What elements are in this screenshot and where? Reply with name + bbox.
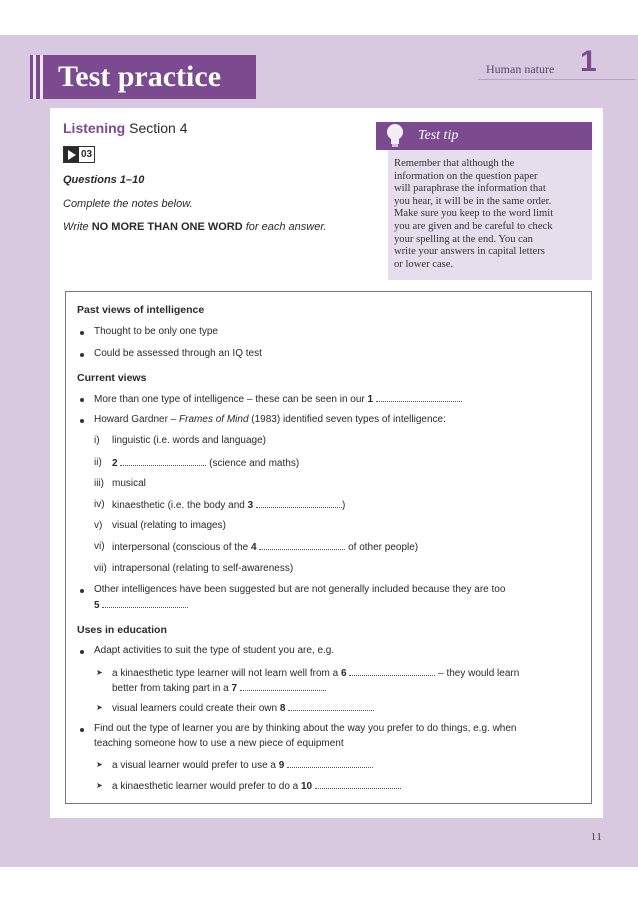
answer-blank-4[interactable] <box>259 541 345 550</box>
answer-blank-7[interactable] <box>240 682 326 691</box>
answer-blank-10[interactable] <box>315 780 401 789</box>
note-line: Adapt activities to suit the type of student you are, e.g. <box>94 645 335 656</box>
tip-line: Remember that although the <box>394 158 515 169</box>
audio-track-number: 03 <box>81 149 93 160</box>
page-title: Test practice <box>58 60 222 93</box>
uses-heading: Uses in education <box>77 624 167 636</box>
type-num: vi) <box>94 541 105 552</box>
page-background <box>0 35 638 867</box>
type-line: 2 (science and maths) <box>112 458 300 469</box>
lightbulb-icon <box>386 124 404 148</box>
audio-track-button[interactable] <box>63 146 95 163</box>
test-tip-header <box>376 122 592 150</box>
answer-blank-2[interactable] <box>120 457 206 466</box>
header-banner <box>30 55 256 99</box>
note-line: More than one type of intelligence – these can be seen in our 1 <box>94 393 462 406</box>
note-line: 5 <box>94 599 188 612</box>
note-line: teaching someone how to use a new piece of equipment <box>94 738 344 749</box>
answer-blank-9[interactable] <box>287 759 373 768</box>
current-views-heading: Current views <box>77 372 147 384</box>
arrow-icon: ➤ <box>96 703 103 712</box>
instruction: Write NO MORE THAN ONE WORD for each answer. <box>63 221 327 233</box>
tip-line: or lower case. <box>394 258 454 270</box>
notes-box <box>65 291 592 804</box>
bullet-icon <box>80 331 84 335</box>
type-line: intrapersonal (relating to self-awareness) <box>112 563 294 574</box>
unit-label: Human nature <box>486 62 555 76</box>
type-num: iii) <box>94 478 104 489</box>
answer-blank-3[interactable] <box>256 499 342 508</box>
note-line: a kinaesthetic type learner will not learn well from a 6 – they would learn <box>112 668 520 679</box>
note-line: Could be assessed through an IQ test <box>94 348 262 359</box>
bullet-icon <box>80 353 84 357</box>
type-num: vii) <box>94 563 107 574</box>
unit-rule <box>478 79 636 80</box>
bullet-icon <box>80 728 84 732</box>
type-line: kinaesthetic (i.e. the body and 3 ) <box>112 500 346 511</box>
tip-line: your spelling at the end. You can <box>394 233 533 245</box>
type-num: iv) <box>94 499 105 510</box>
test-tip-body <box>388 150 592 280</box>
bullet-icon <box>80 419 84 423</box>
section-title: Listening Section 4 <box>63 120 188 136</box>
tip-line: you hear, it will be in the same order. <box>394 195 552 207</box>
answer-blank-6[interactable] <box>349 667 435 676</box>
bullet-icon <box>80 398 84 402</box>
past-views-heading: Past views of intelligence <box>77 304 205 316</box>
answer-blank-1[interactable] <box>376 393 462 402</box>
note-line: a kinaesthetic learner would prefer to do a 10 <box>112 780 401 793</box>
arrow-icon: ➤ <box>96 760 103 769</box>
unit-number: 1 <box>580 45 597 78</box>
play-icon <box>64 147 79 162</box>
type-line: visual (relating to images) <box>112 520 226 531</box>
type-line: musical <box>112 478 146 489</box>
tip-line: will paraphrase the information that <box>394 183 546 195</box>
note-line: Other intelligences have been suggested but are not generally included because they are too <box>94 584 506 595</box>
bullet-icon <box>80 589 84 593</box>
type-line: interpersonal (conscious of the 4 of other people) <box>112 542 419 553</box>
type-num: i) <box>94 435 100 446</box>
note-line: a visual learner would prefer to use a 9 <box>112 759 373 772</box>
bullet-icon <box>80 650 84 654</box>
type-num: v) <box>94 520 103 531</box>
type-num: ii) <box>94 457 102 468</box>
banner-stripe <box>33 55 36 99</box>
page-number: 11 <box>591 832 603 843</box>
instruction: Complete the notes below. <box>63 198 193 210</box>
tip-line: you are given and be careful to check <box>394 220 553 232</box>
answer-blank-8[interactable] <box>288 702 374 711</box>
tip-line: information on the question paper <box>394 170 538 182</box>
note-line: better from taking part in a 7 <box>112 682 326 695</box>
tip-line: Make sure you keep to the word limit <box>394 208 554 220</box>
arrow-icon: ➤ <box>96 668 103 677</box>
note-line: Find out the type of learner you are by thinking about the way you prefer to do things, e.g. when <box>94 723 517 734</box>
test-tip-title: Test tip <box>418 128 459 143</box>
content-panel <box>50 108 603 818</box>
tip-line: write your answers in capital letters <box>394 246 545 258</box>
note-line: Thought to be only one type <box>94 326 218 337</box>
banner-stripe <box>40 55 43 99</box>
answer-blank-5[interactable] <box>102 599 188 608</box>
note-line: Howard Gardner – Frames of Mind (1983) identified seven types of intelligence: <box>94 414 446 425</box>
type-line: linguistic (i.e. words and language) <box>112 435 266 446</box>
note-line: visual learners could create their own 8 <box>112 702 374 715</box>
question-range: Questions 1–10 <box>63 174 145 186</box>
arrow-icon: ➤ <box>96 781 103 790</box>
